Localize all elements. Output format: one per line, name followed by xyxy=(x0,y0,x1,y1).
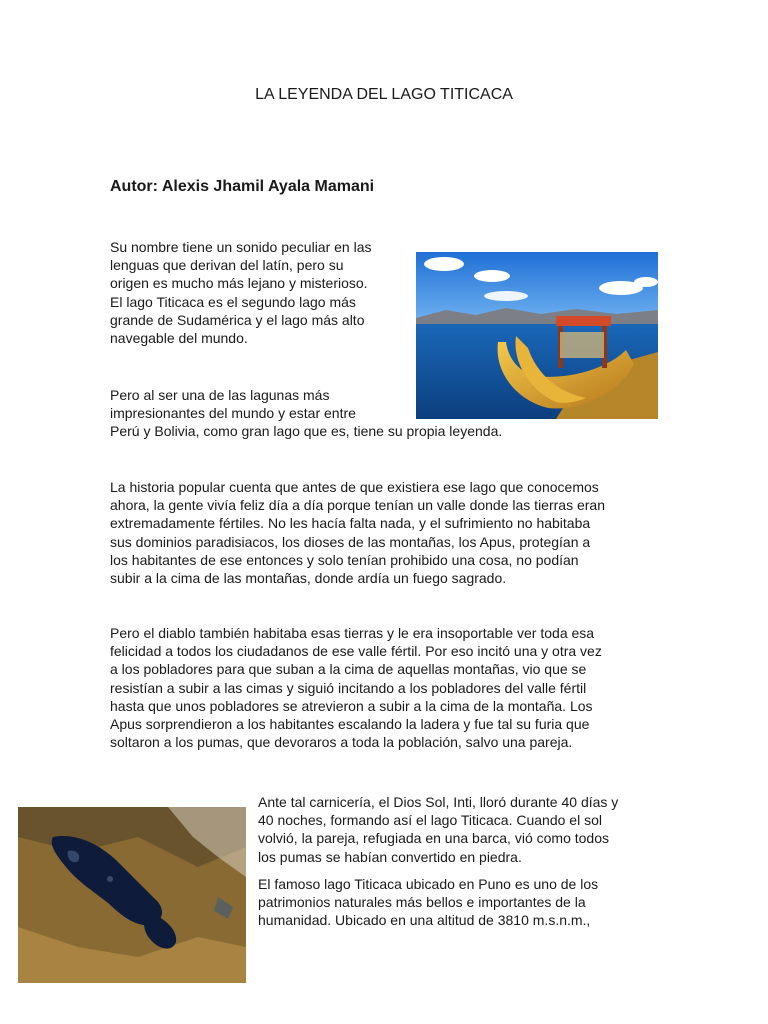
text-line: impresionantes del mundo y estar entre xyxy=(110,405,356,422)
text-line: patrimonios naturales más bellos e importantes de la xyxy=(258,894,586,911)
text-line: sus dominios paradisiacos, los dioses de las montañas, los Apus, protegían a xyxy=(110,533,591,550)
text-line: El famoso lago Titicaca ubicado en Puno es uno de los xyxy=(258,876,599,892)
text-line: subir a la cima de las montañas, donde ardía un fuego sagrado. xyxy=(110,570,507,587)
text-line: Perú y Bolivia, como gran lago que es, tiene su propia leyenda. xyxy=(110,423,503,440)
document-title: LA LEYENDA DEL LAGO TITICACA xyxy=(255,86,513,103)
paragraph-heritage xyxy=(258,875,638,930)
text-line: humanidad. Ubicado en una altitud de 3810 m.s.n.m., xyxy=(258,912,591,929)
text-line: hasta que unos pobladores se atrevieron a subir a la cima de la montaña. Los xyxy=(110,697,593,714)
text-line: los pumas se habían convertido en piedra. xyxy=(258,848,522,865)
text-line: Pero al ser una de las lagunas más xyxy=(110,387,330,403)
text-line: navegable del mundo. xyxy=(110,330,248,347)
text-line: Pero el diablo también habitaba esas tierras y le era insoportable ver toda esa xyxy=(110,625,595,641)
text-line: Apus sorprendieron a los habitantes escalando la ladera y fue tal su furia que xyxy=(110,716,590,733)
text-line: Ante tal carnicería, el Dios Sol, Inti, lloró durante 40 días y xyxy=(258,794,619,810)
paragraph-devil xyxy=(110,624,660,751)
text-line: a los pobladores para que suban a la cima de aquellas montañas, vio que se xyxy=(110,661,587,678)
text-line: los habitantes de ese entonces y solo tenían prohibido una cosa, no podían xyxy=(110,551,579,568)
text-line: grande de Sudamérica y el lago más alto xyxy=(110,311,365,328)
paragraph-history xyxy=(110,478,660,587)
text-line: volvió, la pareja, refugiada en una barca, vió como todos xyxy=(258,830,609,847)
text-line: soltaron a los pumas, que devoraros a toda la población, salvo una pareja. xyxy=(110,734,573,751)
text-line: resistían a subir a las cimas y siguió incitando a los pobladores del valle fértil xyxy=(110,679,587,696)
text-line: Su nombre tiene un sonido peculiar en las xyxy=(110,239,372,255)
text-line: lenguas que derivan del latín, pero su xyxy=(110,257,344,274)
text-line: felicidad a todos los ciudadanos de ese valle fértil. Por eso incitó una y otra vez xyxy=(110,643,602,660)
text-line: extremadamente fértiles. No les hacía falta nada, y el sufrimiento no habitaba xyxy=(110,515,591,532)
text-line: El lago Titicaca es el segundo lago más xyxy=(110,293,356,310)
text-line: ahora, la gente vivía feliz día a día porque tenían un valle donde las tierras eran xyxy=(110,497,605,514)
paragraph-inti xyxy=(258,793,660,866)
lake-satellite-image xyxy=(18,807,246,983)
text-line: origen es mucho más lejano y misterioso. xyxy=(110,275,368,292)
text-line: 40 noches, formando así el lago Titicaca. Cuando el sol xyxy=(258,812,602,829)
paragraph-intro xyxy=(110,238,410,347)
text-line: La historia popular cuenta que antes de que existiera ese lago que conocemos xyxy=(110,479,599,495)
paragraph-location xyxy=(110,386,560,441)
author-line: Autor: Alexis Jhamil Ayala Mamani xyxy=(110,178,375,195)
